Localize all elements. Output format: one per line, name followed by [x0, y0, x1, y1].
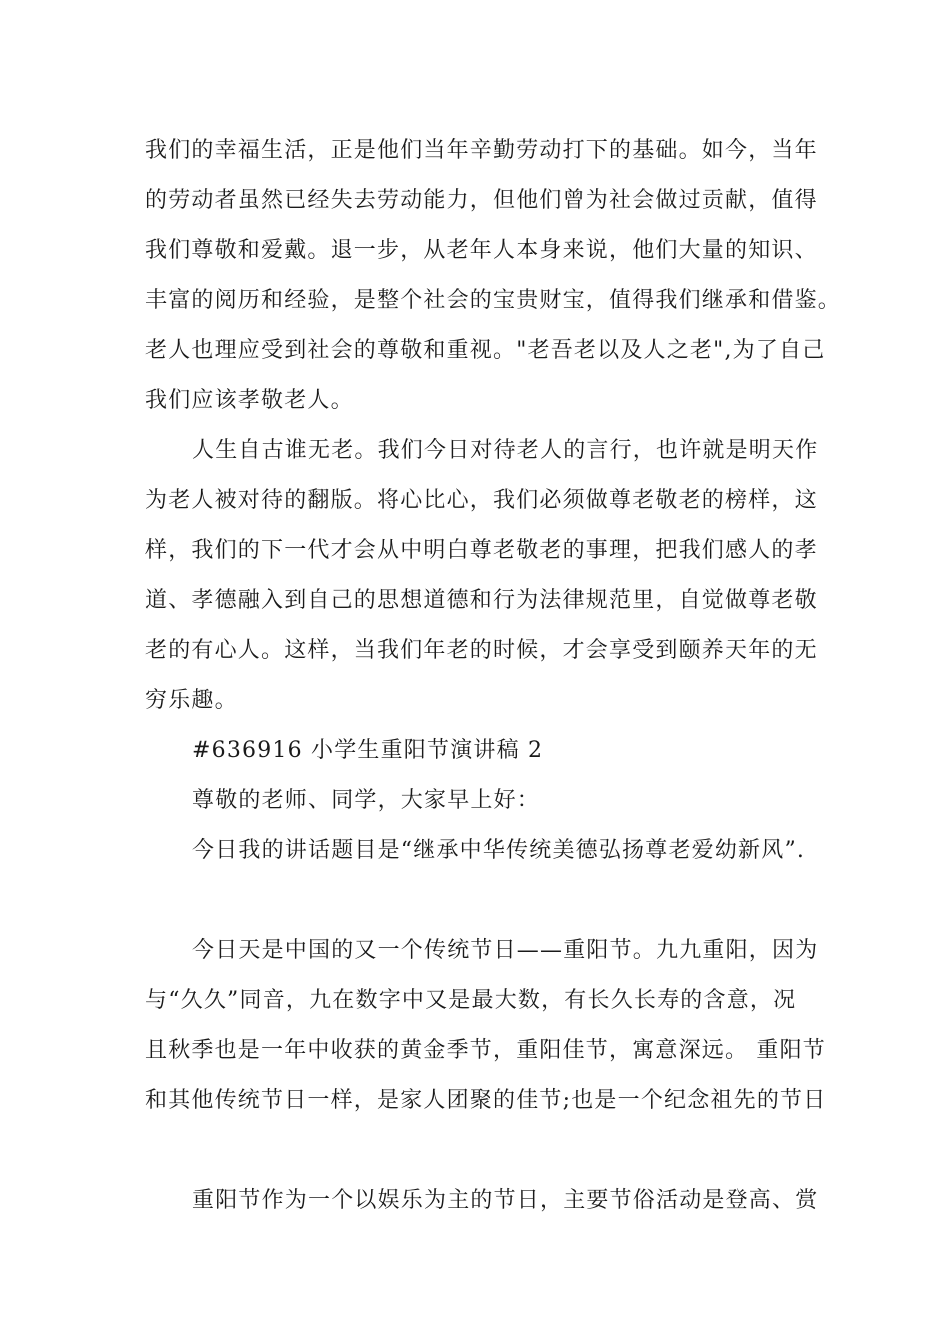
section-heading: #636916 小学生重阳节演讲稿 2: [192, 738, 544, 763]
body-text-line: 老人也理应受到社会的尊敬和重视。"老吾老以及人之老",为了自己: [145, 338, 826, 363]
paragraph-first-line: 今日天是中国的又一个传统节日——重阳节。九九重阳，因为: [192, 938, 819, 963]
body-text-line: 我们的幸福生活，正是他们当年辛勤劳动打下的基础。如今，当年: [145, 138, 818, 163]
body-text-line: 和其他传统节日一样，是家人团聚的佳节;也是一个纪念祖先的节日: [145, 1088, 827, 1113]
body-text-line: 丰富的阅历和经验，是整个社会的宝贵财宝，值得我们继承和借鉴。: [145, 288, 842, 313]
body-text-line: 我们应该孝敬老人。: [145, 388, 354, 413]
topic-line: 今日我的讲话题目是“继承中华传统美德弘扬尊老爱幼新风”.: [192, 838, 806, 863]
paragraph-first-line: 人生自古谁无老。我们今日对待老人的言行，也许就是明天作: [192, 438, 819, 463]
body-text-line: 样，我们的下一代才会从中明白尊老敬老的事理，把我们感人的孝: [145, 538, 818, 563]
body-text-line: 穷乐趣。: [145, 688, 238, 713]
paragraph-first-line: 重阳节作为一个以娱乐为主的节日，主要节俗活动是登高、赏: [192, 1188, 819, 1213]
body-text-line: 与“久久”同音，九在数字中又是最大数，有长久长寿的含意，况: [145, 988, 797, 1013]
body-text-line: 道、孝德融入到自己的思想道德和行为法律规范里，自觉做尊老敬: [145, 588, 818, 613]
greeting-line: 尊敬的老师、同学，大家早上好：: [192, 788, 541, 813]
body-text-line: 的劳动者虽然已经失去劳动能力，但他们曾为社会做过贡献，值得: [145, 188, 818, 213]
body-text-line: 为老人被对待的翻版。将心比心，我们必须做尊老敬老的榜样，这: [145, 488, 818, 513]
body-text-line: 老的有心人。这样，当我们年老的时候，才会享受到颐养天年的无: [145, 638, 818, 663]
body-text-line: 且秋季也是一年中收获的黄金季节，重阳佳节，寓意深远。 重阳节: [145, 1038, 826, 1063]
body-text-line: 我们尊敬和爱戴。退一步，从老年人本身来说，他们大量的知识、: [145, 238, 818, 263]
